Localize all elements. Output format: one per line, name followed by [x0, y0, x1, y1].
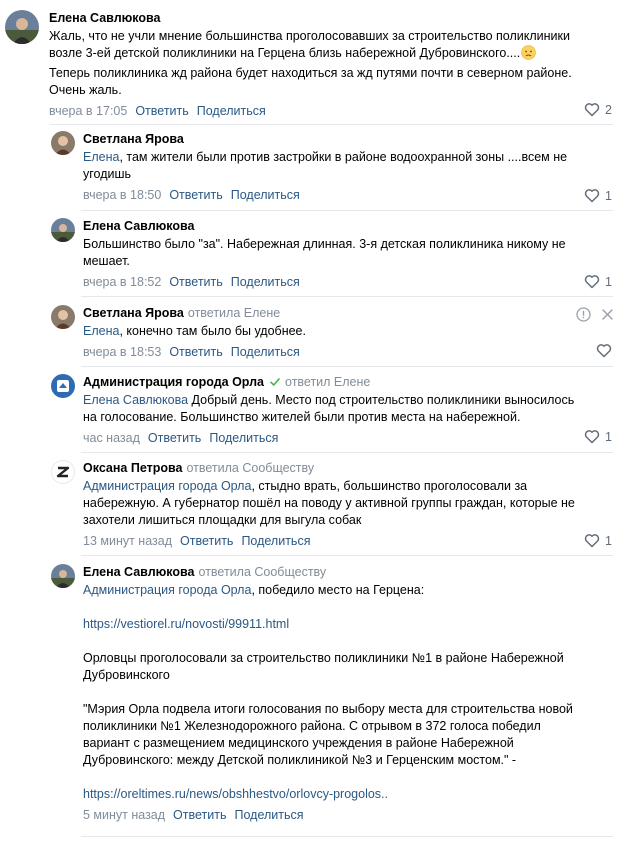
- user-photo-icon: [51, 218, 75, 242]
- separator: [81, 296, 613, 297]
- author-name[interactable]: Светлана Ярова: [83, 132, 184, 146]
- author-name[interactable]: Администрация города Орла: [83, 375, 265, 389]
- like-button[interactable]: [596, 343, 612, 358]
- separator: [81, 452, 613, 453]
- mention-link[interactable]: Елена Савлюкова: [83, 393, 189, 407]
- avatar[interactable]: [51, 564, 75, 588]
- timestamp[interactable]: вчера в 18:50: [83, 188, 162, 202]
- share-button[interactable]: Поделиться: [230, 345, 300, 359]
- reply-button[interactable]: Ответить: [147, 431, 202, 445]
- heart-icon: [584, 102, 600, 117]
- comment: [51, 460, 611, 549]
- comment-body: [83, 460, 611, 549]
- comment-text: Администрация города Орла, стыдно врать, большинство проголосовали за набережную. А губернатор пошёл на поводу у активной группы граждан, которые не захотели лишиться площадки для выгула собак: [83, 479, 575, 527]
- verified-icon: [269, 376, 281, 388]
- user-photo-icon: [5, 10, 39, 44]
- timestamp[interactable]: час назад: [83, 431, 140, 445]
- timestamp[interactable]: вчера в 17:05: [49, 104, 128, 118]
- separator: [81, 555, 613, 556]
- separator: [81, 210, 613, 211]
- external-link[interactable]: https://vestiorel.ru/novosti/99911.html: [83, 617, 290, 631]
- avatar[interactable]: [51, 460, 75, 484]
- author-name[interactable]: Елена Савлюкова: [49, 11, 161, 25]
- heart-icon: [584, 429, 600, 444]
- comment: [51, 564, 611, 823]
- reply-to-label[interactable]: ответила Сообществу: [198, 565, 327, 579]
- reply-to-label[interactable]: ответила Елене: [187, 306, 281, 320]
- reply-button[interactable]: Ответить: [169, 275, 223, 289]
- timestamp[interactable]: 5 минут назад: [83, 808, 166, 822]
- avatar[interactable]: [51, 218, 75, 242]
- like-count: 1: [605, 533, 612, 548]
- close-icon[interactable]: [601, 308, 614, 326]
- reply-button[interactable]: Ответить: [173, 808, 227, 822]
- like-button[interactable]: [584, 102, 612, 117]
- like-count: 1: [605, 429, 612, 444]
- timestamp[interactable]: вчера в 18:53: [83, 345, 162, 359]
- like-button[interactable]: [584, 188, 612, 203]
- comment: [51, 131, 611, 203]
- timestamp[interactable]: вчера в 18:52: [83, 275, 162, 289]
- like-count: 1: [605, 188, 612, 203]
- like-button[interactable]: [584, 533, 612, 548]
- mention-link[interactable]: Администрация города Орла: [83, 583, 252, 597]
- share-button[interactable]: Поделиться: [196, 104, 266, 118]
- reply-button[interactable]: Ответить: [169, 345, 223, 359]
- separator: [50, 124, 613, 125]
- comment-body: [83, 218, 611, 290]
- external-link[interactable]: https://oreltimes.ru/news/obshhestvo/orlovcy-progolos..: [83, 787, 388, 801]
- timestamp[interactable]: 13 минут назад: [83, 534, 172, 548]
- reply-button[interactable]: Ответить: [180, 534, 234, 548]
- comment-body: [83, 131, 611, 203]
- share-button[interactable]: Поделиться: [234, 808, 304, 822]
- avatar[interactable]: [51, 305, 75, 329]
- share-button[interactable]: Поделиться: [230, 188, 300, 202]
- comment-body: [83, 374, 611, 446]
- user-photo-icon: [51, 564, 75, 588]
- comment-text: Большинство было "за". Набережная длинная. 3-я детская поликлиника никому не мешает.: [83, 237, 566, 268]
- comment-body: [83, 305, 571, 360]
- like-count: 2: [605, 102, 612, 117]
- heart-icon: [584, 533, 600, 548]
- like-button[interactable]: [584, 429, 612, 444]
- share-button[interactable]: Поделиться: [209, 431, 279, 445]
- avatar[interactable]: [51, 131, 75, 155]
- reply-to-label[interactable]: ответила Сообществу: [186, 461, 315, 475]
- report-icon[interactable]: [576, 307, 591, 327]
- author-name[interactable]: Оксана Петрова: [83, 461, 183, 475]
- comment: [5, 10, 615, 119]
- mention-link[interactable]: Елена: [83, 324, 120, 338]
- comment: [51, 374, 611, 446]
- author-name[interactable]: Елена Савлюкова: [83, 565, 195, 579]
- comment: [51, 218, 611, 290]
- comment-text: Жаль, что не учли мнение большинства проголосовавших за строительство поликлиники возле 3-ей детской поликлиники на Герцена близь набережной Дубровинского.... Теперь поликлиника жд района будет находиться за жд путями почти в северном районе. Очень жаль.: [49, 29, 572, 97]
- share-button[interactable]: Поделиться: [230, 275, 300, 289]
- heart-icon: [584, 274, 600, 289]
- avatar[interactable]: [51, 374, 75, 398]
- letter-z-icon: [52, 461, 74, 483]
- user-photo-icon: [51, 131, 75, 155]
- user-photo-icon: [51, 305, 75, 329]
- sad-emoji-icon: [521, 45, 536, 65]
- comment-text: Елена, конечно там было бы удобнее.: [83, 324, 306, 338]
- reply-button[interactable]: Ответить: [135, 104, 189, 118]
- share-button[interactable]: Поделиться: [241, 534, 311, 548]
- community-logo-icon: [51, 374, 75, 398]
- heart-icon: [584, 188, 600, 203]
- comment-body: [83, 564, 611, 823]
- comment: [51, 305, 571, 360]
- author-name[interactable]: Елена Савлюкова: [83, 219, 195, 233]
- avatar[interactable]: [5, 10, 39, 44]
- like-count: 1: [605, 274, 612, 289]
- separator: [81, 366, 613, 367]
- author-name[interactable]: Светлана Ярова: [83, 306, 184, 320]
- separator: [81, 836, 613, 837]
- comment-text: Елена Савлюкова Добрый день. Место под строительство поликлиники выносилось на голосование. Большинство жителей были против места на набережной.: [83, 393, 575, 424]
- mention-link[interactable]: Елена: [83, 150, 120, 164]
- reply-button[interactable]: Ответить: [169, 188, 223, 202]
- like-button[interactable]: [584, 274, 612, 289]
- comment-body: [49, 10, 615, 119]
- reply-to-label[interactable]: ответил Елене: [285, 375, 371, 389]
- heart-icon: [596, 343, 612, 358]
- mention-link[interactable]: Администрация города Орла: [83, 479, 252, 493]
- comment-text: Администрация города Орла, победило место на Герцена: https://vestiorel.ru/novosti/99911.html Орловцы проголосовали за строительство поликлиники №1 в районе Набережной Дубровинского "Мэрия Орла подвела итоги голосования по выбору места для строительства новой поликлиники №1 Железнодорожного района. С отрывом в 372 голоса победил вариант с размещением медицинского учреждения в районе Набережной Дубровинского: между Детской поликлиникой №3 и Герценским мостом." - https://oreltimes.ru/news/obshhestvo/orlovcy-progolos..: [83, 583, 573, 801]
- comment-text: Елена, там жители были против застройки в районе водоохранной зоны ....всем не угодишь: [83, 150, 568, 181]
